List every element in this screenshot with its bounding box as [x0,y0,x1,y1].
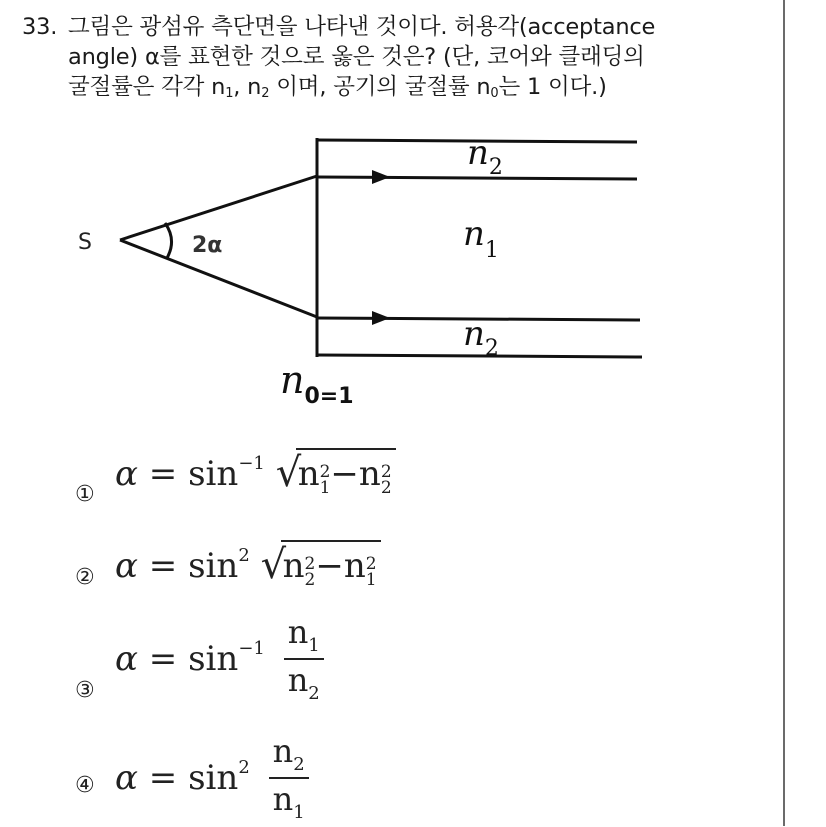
choice-1-number: ① [75,482,95,507]
choice-4-equation: $\alpha = \sin^2$ $\frac{n_2}{n_1}$ [115,733,309,827]
core-label: $n_1$ [463,214,499,263]
angle-arc [165,223,172,258]
cladding-bottom-label: $n_2$ [463,314,499,361]
cladding-top-label: $n_2$ [467,133,503,180]
choice-2-number: ② [75,565,95,590]
choice-3-number: ③ [75,678,95,703]
choice-1-equation: $\alpha = \sin^{-1}$ √ n 2 1 −n 2 2 [115,454,392,494]
ray-upper-incident [120,176,317,240]
choice-3-equation: $\alpha = \sin^{-1}$ $\frac{n_1}{n_2}$ [115,614,324,708]
core-top-boundary [317,177,637,179]
fraction: $\frac{n_2}{n_1}$ [269,731,309,825]
angle-label: 2α [192,233,223,258]
choice-2-equation: $\alpha = \sin^2$ √ n 2 2 −n 2 1 [115,546,377,586]
question-line-2: angle) α를 표현한 것으로 옳은 것은? (단, 코어와 클래딩의 [68,44,645,70]
arrow-upper-icon [372,170,390,184]
question-line-1: 33. 그림은 광섬유 측단면을 나타낸 것이다. 허용각(acceptance [22,14,656,40]
sqrt-radical: √ n 2 1 −n 2 2 [276,454,392,494]
question-number: 33. [22,14,58,40]
source-label: S [78,230,92,255]
choice-4-number: ④ [75,773,95,798]
question-line-3: 굴절률은 각각 $n_1$, $n_2$ 이며, 공기의 굴절률 $n_0$는 1 이다.) [68,74,607,101]
air-index-label: $n_{0=1}$ [280,358,354,409]
sqrt-radical: √ n 2 2 −n 2 1 [261,546,377,586]
arrow-lower-icon [372,311,390,325]
fraction: $\frac{n_1}{n_2}$ [284,612,324,706]
cladding-bottom-outer [317,355,642,357]
